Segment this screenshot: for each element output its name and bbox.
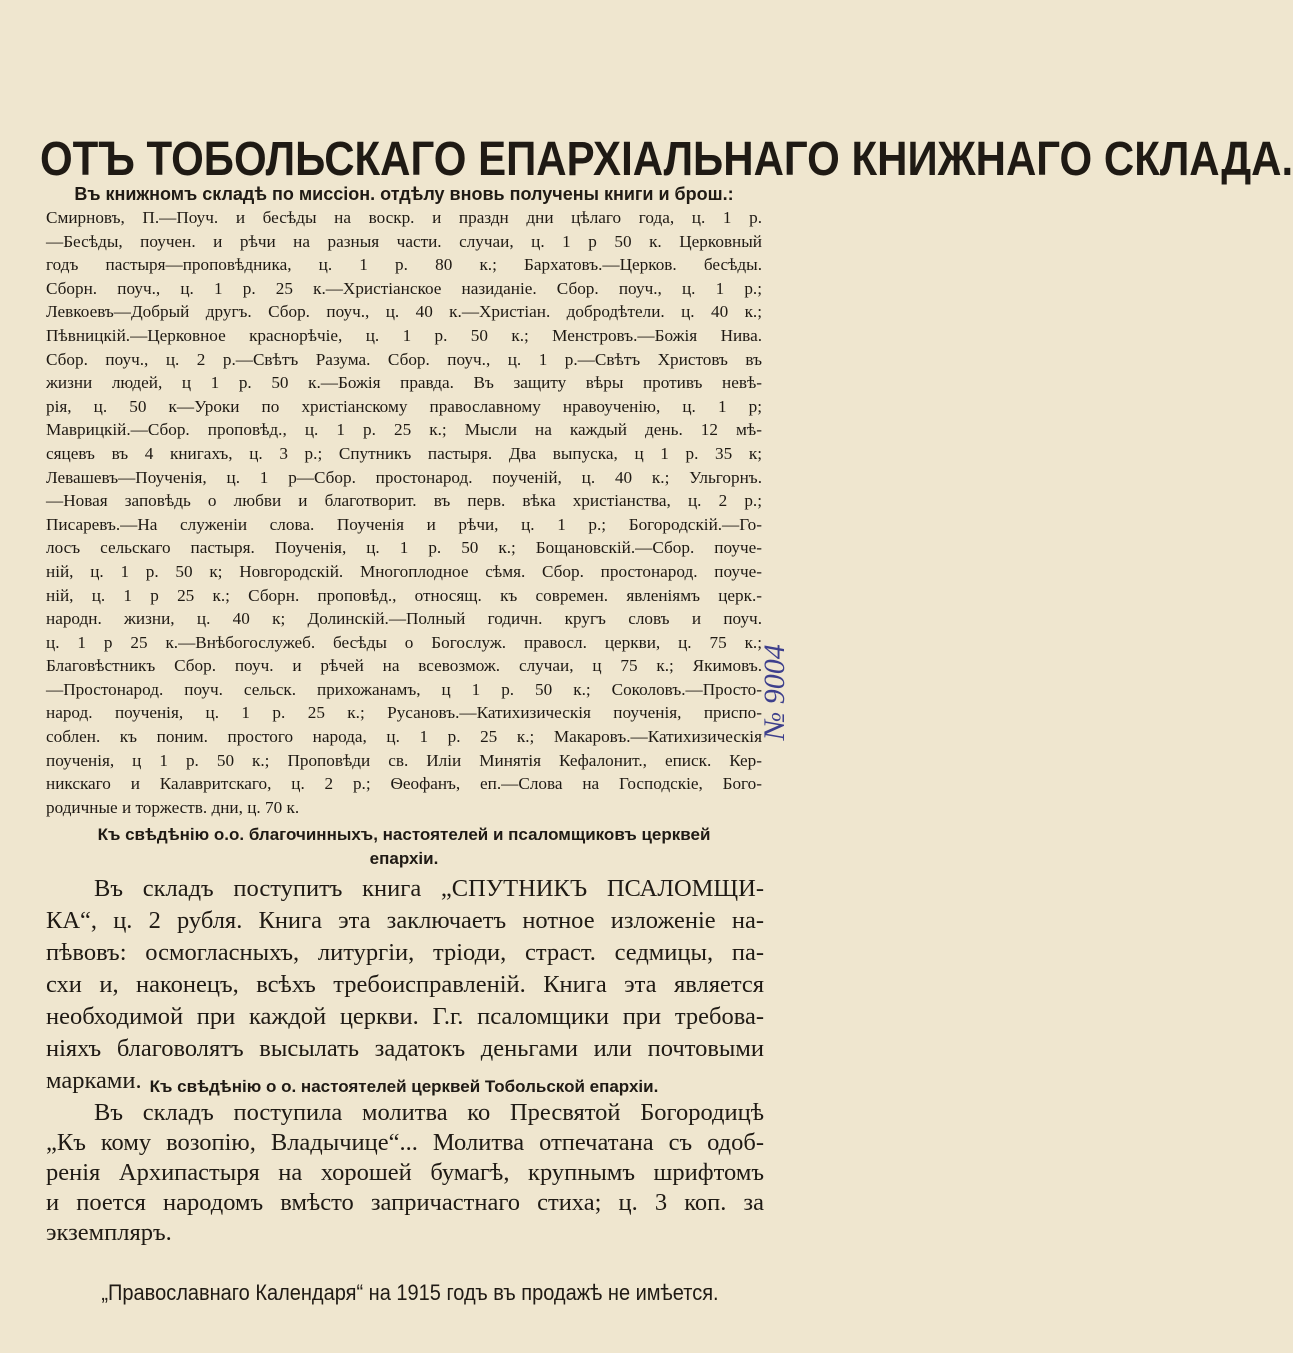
text-line: Сборн. поуч., ц. 1 р. 25 к.—Христіанское назиданіе. Сбор. поуч., ц. 1 р.; bbox=[46, 278, 762, 298]
notice-heading-psalmists bbox=[46, 823, 762, 871]
text-line: пѣвовъ: осмогласныхъ, литургіи, тріоди, страст. седмицы, па- bbox=[46, 939, 764, 966]
text-line: Въ складъ поступитъ книга „СПУТНИКЪ ПСАЛОМЩИ- bbox=[94, 875, 764, 902]
text-line: —Бесѣды, поучен. и рѣчи на разныя части. случаи, ц. 1 р 50 к. Церковный bbox=[46, 231, 762, 251]
notice-heading-rectors: Къ свѣдѣнію о о. настоятелей церквей Тобольской епархіи. bbox=[149, 1077, 659, 1096]
text-line: Въ складъ поступила молитва ко Пресвятой Богородицѣ bbox=[94, 1099, 764, 1126]
text-line: марками. bbox=[46, 1067, 142, 1094]
notice-heading-line: Къ свѣдѣнію о.о. благочинныхъ, настоятелей и псаломщиковъ церквей bbox=[97, 825, 711, 844]
text-line: Писаревъ.—На служеніи слова. Поученія и рѣчи, ц. 1 р.; Богородскій.—Го- bbox=[46, 514, 762, 534]
text-line: народн. жизни, ц. 40 к; Долинскій.—Полный годичн. кругъ словъ и поуч. bbox=[46, 609, 762, 629]
text-line: схи и, наконецъ, всѣхъ требоисправленій. Книга эта является bbox=[46, 971, 764, 998]
text-line: ній, ц. 1 р 25 к.; Сборн. проповѣд., относящ. къ современ. явленіямъ церк.- bbox=[46, 585, 762, 605]
text-line: никскаго и Калавритскаго, ц. 2 р.; Ѳеофанъ, еп.—Слова на Господскіе, Бого- bbox=[46, 774, 762, 794]
text-line: годъ пастыря—проповѣдника, ц. 1 р. 80 к.; Бархатовъ.—Церков. бесѣды. bbox=[46, 255, 762, 275]
text-line: Маврицкій.—Сбор. проповѣд., ц. 1 р. 25 к.; Мысли на каждый день. 12 мѣ- bbox=[46, 420, 762, 440]
text-line: Смирновъ, П.—Поуч. и бесѣды на воскр. и праздн дни цѣлаго года, ц. 1 р. bbox=[46, 208, 762, 227]
text-line: поученія, ц 1 р. 50 к.; Проповѣди св. Иліи Минятія Кефалонит., еписк. Кер- bbox=[46, 750, 762, 770]
text-line: ц. 1 р 25 к.—Внѣбогослужеб. бесѣды о Богослуж. правосл. церкви, ц. 75 к.; bbox=[46, 632, 762, 652]
notice-paragraph-prayer bbox=[46, 1098, 764, 1248]
text-line: КА“, ц. 2 рубля. Книга эта заключаетъ нотное изложеніе на- bbox=[46, 907, 764, 934]
text-line: жизни людей, ц 1 р. 50 к.—Божія правда. Въ защиту вѣры противъ невѣ- bbox=[46, 373, 762, 393]
inventory-stamp bbox=[756, 572, 796, 742]
page-title: ОТЪ ТОБОЛЬСКАГО ЕПАРХІАЛЬНАГО КНИЖНАГО СКЛАДА. bbox=[40, 131, 1293, 186]
text-line: Левкоевъ—Добрый другъ. Сбор. поуч., ц. 40 к.—Христіан. добродѣтели. ц. 40 к.; bbox=[46, 302, 762, 322]
text-line: „Къ кому возопію, Владычице“... Молитва отпечатана съ одоб- bbox=[46, 1129, 764, 1156]
text-line: ренія Архипастыря на хорошей бумагѣ, крупнымъ шрифтомъ bbox=[46, 1159, 764, 1186]
text-line: Левашевъ—Поученія, ц. 1 р—Сбор. простонарод. поученій, ц. 40 к.; Ульгорнъ. bbox=[46, 467, 762, 487]
text-line: Сбор. поуч., ц. 2 р.—Свѣтъ Разума. Сбор. поуч., ц. 1 р.—Свѣтъ Христовъ въ bbox=[46, 349, 762, 369]
notice-heading-line: епархіи. bbox=[369, 849, 439, 868]
text-line: необходимой при каждой церкви. Г.г. псаломщики при требова- bbox=[46, 1003, 764, 1030]
text-line: рія, ц. 50 к—Уроки по христіанскому православному нравоученію, ц. 1 р; bbox=[46, 396, 762, 416]
text-line: Пѣвницкій.—Церковное краснорѣчіе, ц. 1 р. 50 к.; Менстровъ.—Божія Нива. bbox=[46, 325, 762, 345]
text-line: Благовѣстникъ Сбор. поуч. и рѣчей на всевозмож. случаи, ц 75 к.; Якимовъ. bbox=[46, 656, 762, 676]
text-line: народ. поученія, ц. 1 р. 25 к.; Русановъ.—Катихизическія поученія, приспо- bbox=[46, 703, 762, 723]
text-line: лосъ сельскаго пастыря. Поученія, ц. 1 р. 50 к.; Бощановскій.—Сбор. поуче- bbox=[46, 538, 762, 558]
text-line: сяцевъ въ 4 книгахъ, ц. 3 р.; Спутникъ пастыря. Два выпуска, ц 1 р. 35 к; bbox=[46, 443, 762, 463]
books-heading: Въ книжномъ складѣ по миссіон. отдѣлу вновь получены книги и брош.: bbox=[74, 184, 734, 204]
text-line: —Простонарод. поуч. сельск. прихожанамъ, ц 1 р. 50 к.; Соколовъ.—Просто- bbox=[46, 679, 762, 699]
text-line: ніяхъ благоволятъ высылать задатокъ деньгами или почтовыми bbox=[46, 1035, 764, 1062]
text-line: родичные и торжеств. дни, ц. 70 к. bbox=[46, 797, 300, 817]
calendar-notice: „Православнаго Календаря“ на 1915 годъ въ продажѣ не имѣется. bbox=[101, 1281, 719, 1306]
stamp-number: № 9004 bbox=[758, 644, 791, 740]
text-line: соблен. къ поним. простого народа, ц. 1 р. 25 к.; Макаровъ.—Катихизическія bbox=[46, 727, 762, 747]
notice-paragraph-psalmist-book bbox=[46, 873, 764, 1097]
text-line: —Новая заповѣдь о любви и благотворит. въ перв. вѣка христіанства, ц. 2 р.; bbox=[46, 491, 762, 511]
text-line: экземпляръ. bbox=[46, 1219, 172, 1246]
text-line: ній, ц. 1 р. 50 к; Новгородскій. Многоплодное сѣмя. Сбор. простонарод. поуче- bbox=[46, 561, 762, 581]
books-list bbox=[46, 206, 762, 819]
text-line: и поется народомъ вмѣсто запричастнаго стиха; ц. 3 коп. за bbox=[46, 1189, 764, 1216]
